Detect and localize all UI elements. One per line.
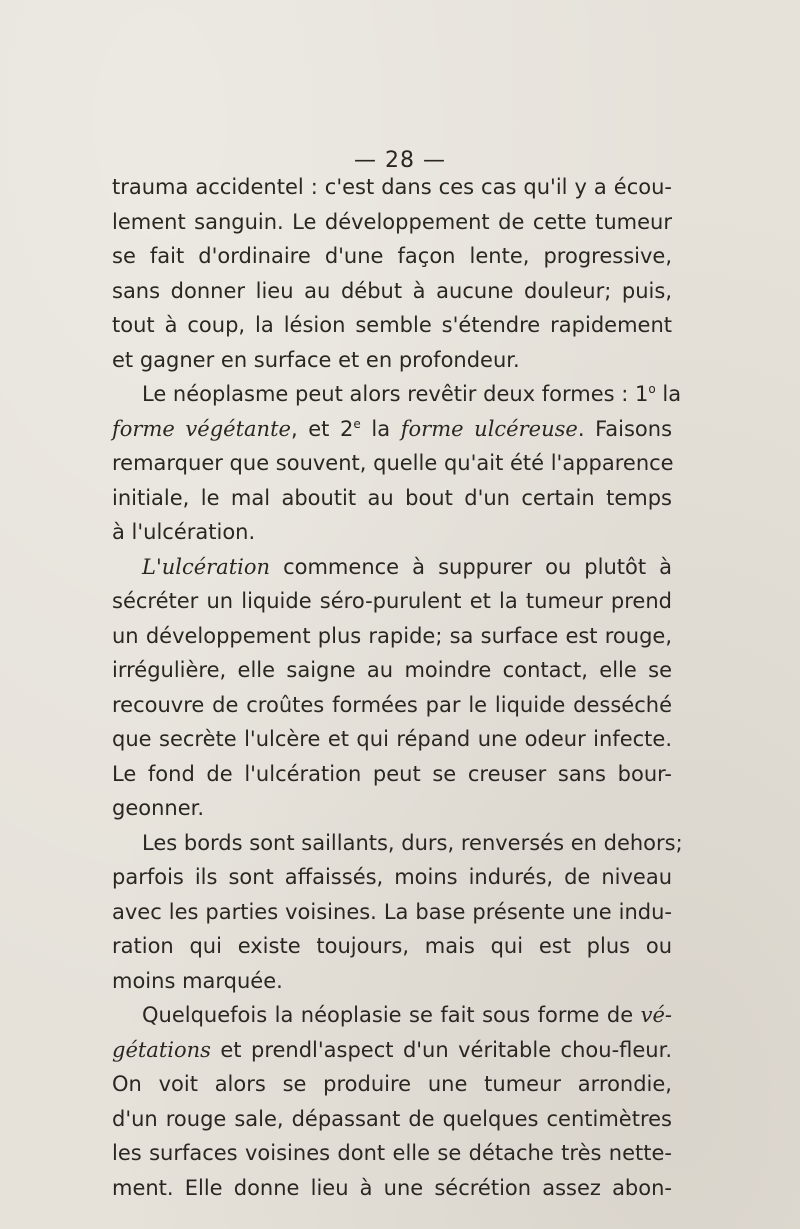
text-segment: forme végétante (112, 416, 291, 441)
text-segment: o (648, 382, 656, 396)
text-line (112, 515, 672, 550)
text-segment: commence à suppurer ou plutôt à (270, 554, 672, 579)
text-line (112, 653, 672, 688)
text-line (112, 791, 672, 826)
text-segment: sans donner lieu au début à aucune douleur; puis, (112, 278, 672, 303)
text-segment: un développement plus rapide; sa surface est rouge, (112, 623, 672, 648)
text-segment: remarquer que souvent, quelle qu'ait été l'apparence (112, 451, 674, 475)
text-segment: ration qui existe toujours, mais qui est plus ou (112, 934, 672, 958)
text-line (112, 1102, 672, 1137)
text-segment: avec les parties voisines. La base présente une indu- (112, 899, 672, 924)
body-text (112, 170, 683, 1205)
text-line (112, 308, 672, 343)
text-segment: , et 2 (290, 416, 354, 441)
text-line (112, 170, 672, 205)
text-line (112, 584, 672, 619)
text-line (112, 550, 672, 585)
text-segment: lement sanguin. Le développement de cette tumeur (112, 209, 672, 234)
text-segment: tout à coup, la lésion semble s'étendre rapidement (112, 313, 672, 337)
text-line (112, 274, 672, 309)
text-segment: Le fond de l'ulcération peut se creuser sans bour- (112, 761, 672, 786)
text-segment: ment. Elle donne lieu à une sécrétion assez abon- (112, 1175, 672, 1200)
text-segment: . Faisons (577, 416, 673, 441)
text-line (112, 343, 672, 378)
text-segment: et prendl'aspect d'un véritable chou-fleur. (210, 1037, 672, 1062)
text-segment: recouvre de croûtes formées par le liquide desséché (112, 692, 672, 717)
text-segment: irrégulière, elle saigne au moindre contact, elle se (112, 658, 672, 682)
text-segment: se fait d'ordinaire d'une façon lente, progressive, (112, 244, 672, 268)
text-line (112, 377, 682, 412)
text-segment: gétations (112, 1037, 211, 1062)
text-segment: la (360, 416, 401, 441)
text-line (112, 895, 672, 930)
text-segment: e (353, 416, 361, 431)
text-line (112, 239, 672, 274)
text-segment: sécréter un liquide séro-purulent et la tumeur prend (112, 589, 672, 613)
text-line (112, 998, 672, 1033)
text-line (112, 619, 672, 654)
text-segment: d'un rouge sale, dépassant de quelques centimètres (112, 1106, 672, 1131)
text-segment: à l'ulcération. (112, 520, 256, 544)
text-line (112, 929, 672, 964)
text-segment: Quelquefois la néoplasie se fait sous forme de (142, 1003, 641, 1027)
text-segment: vé- (640, 1003, 672, 1027)
page-number: — 28 — (354, 148, 446, 173)
text-segment: Les bords sont saillants, durs, renversés en dehors; (142, 830, 683, 855)
text-segment: initiale, le mal aboutit au bout d'un certain temps (112, 485, 672, 510)
text-line (112, 205, 672, 240)
text-line (112, 1067, 672, 1102)
text-segment: trauma accidentel : c'est dans ces cas qu'il y a écou- (112, 175, 672, 199)
text-line (112, 860, 672, 895)
text-line (112, 688, 672, 723)
text-segment: L'ulcération (142, 554, 271, 579)
text-segment: que secrète l'ulcère et qui répand une odeur infecte. (112, 727, 672, 751)
text-segment: les surfaces voisines dont elle se détache très nette- (112, 1141, 672, 1165)
text-line (112, 412, 672, 447)
text-line (112, 757, 672, 792)
text-line (112, 446, 672, 481)
text-segment: geonner. (112, 796, 205, 820)
text-line (112, 1136, 672, 1171)
text-segment: moins marquée. (112, 968, 283, 993)
text-segment: On voit alors se produire une tumeur arrondie, (112, 1072, 672, 1096)
text-segment: forme ulcéreuse (400, 416, 578, 441)
text-line (112, 1171, 672, 1206)
text-segment: et gagner en surface et en profondeur. (112, 347, 520, 372)
text-segment: Le néoplasme peut alors revêtir deux formes : 1 (142, 382, 649, 406)
text-segment: la (655, 382, 682, 406)
text-line (112, 964, 672, 999)
text-line (112, 722, 672, 757)
text-line (112, 1033, 672, 1068)
text-line (112, 481, 672, 516)
text-segment: parfois ils sont affaissés, moins indurés, de niveau (112, 865, 672, 889)
text-line (112, 826, 683, 861)
